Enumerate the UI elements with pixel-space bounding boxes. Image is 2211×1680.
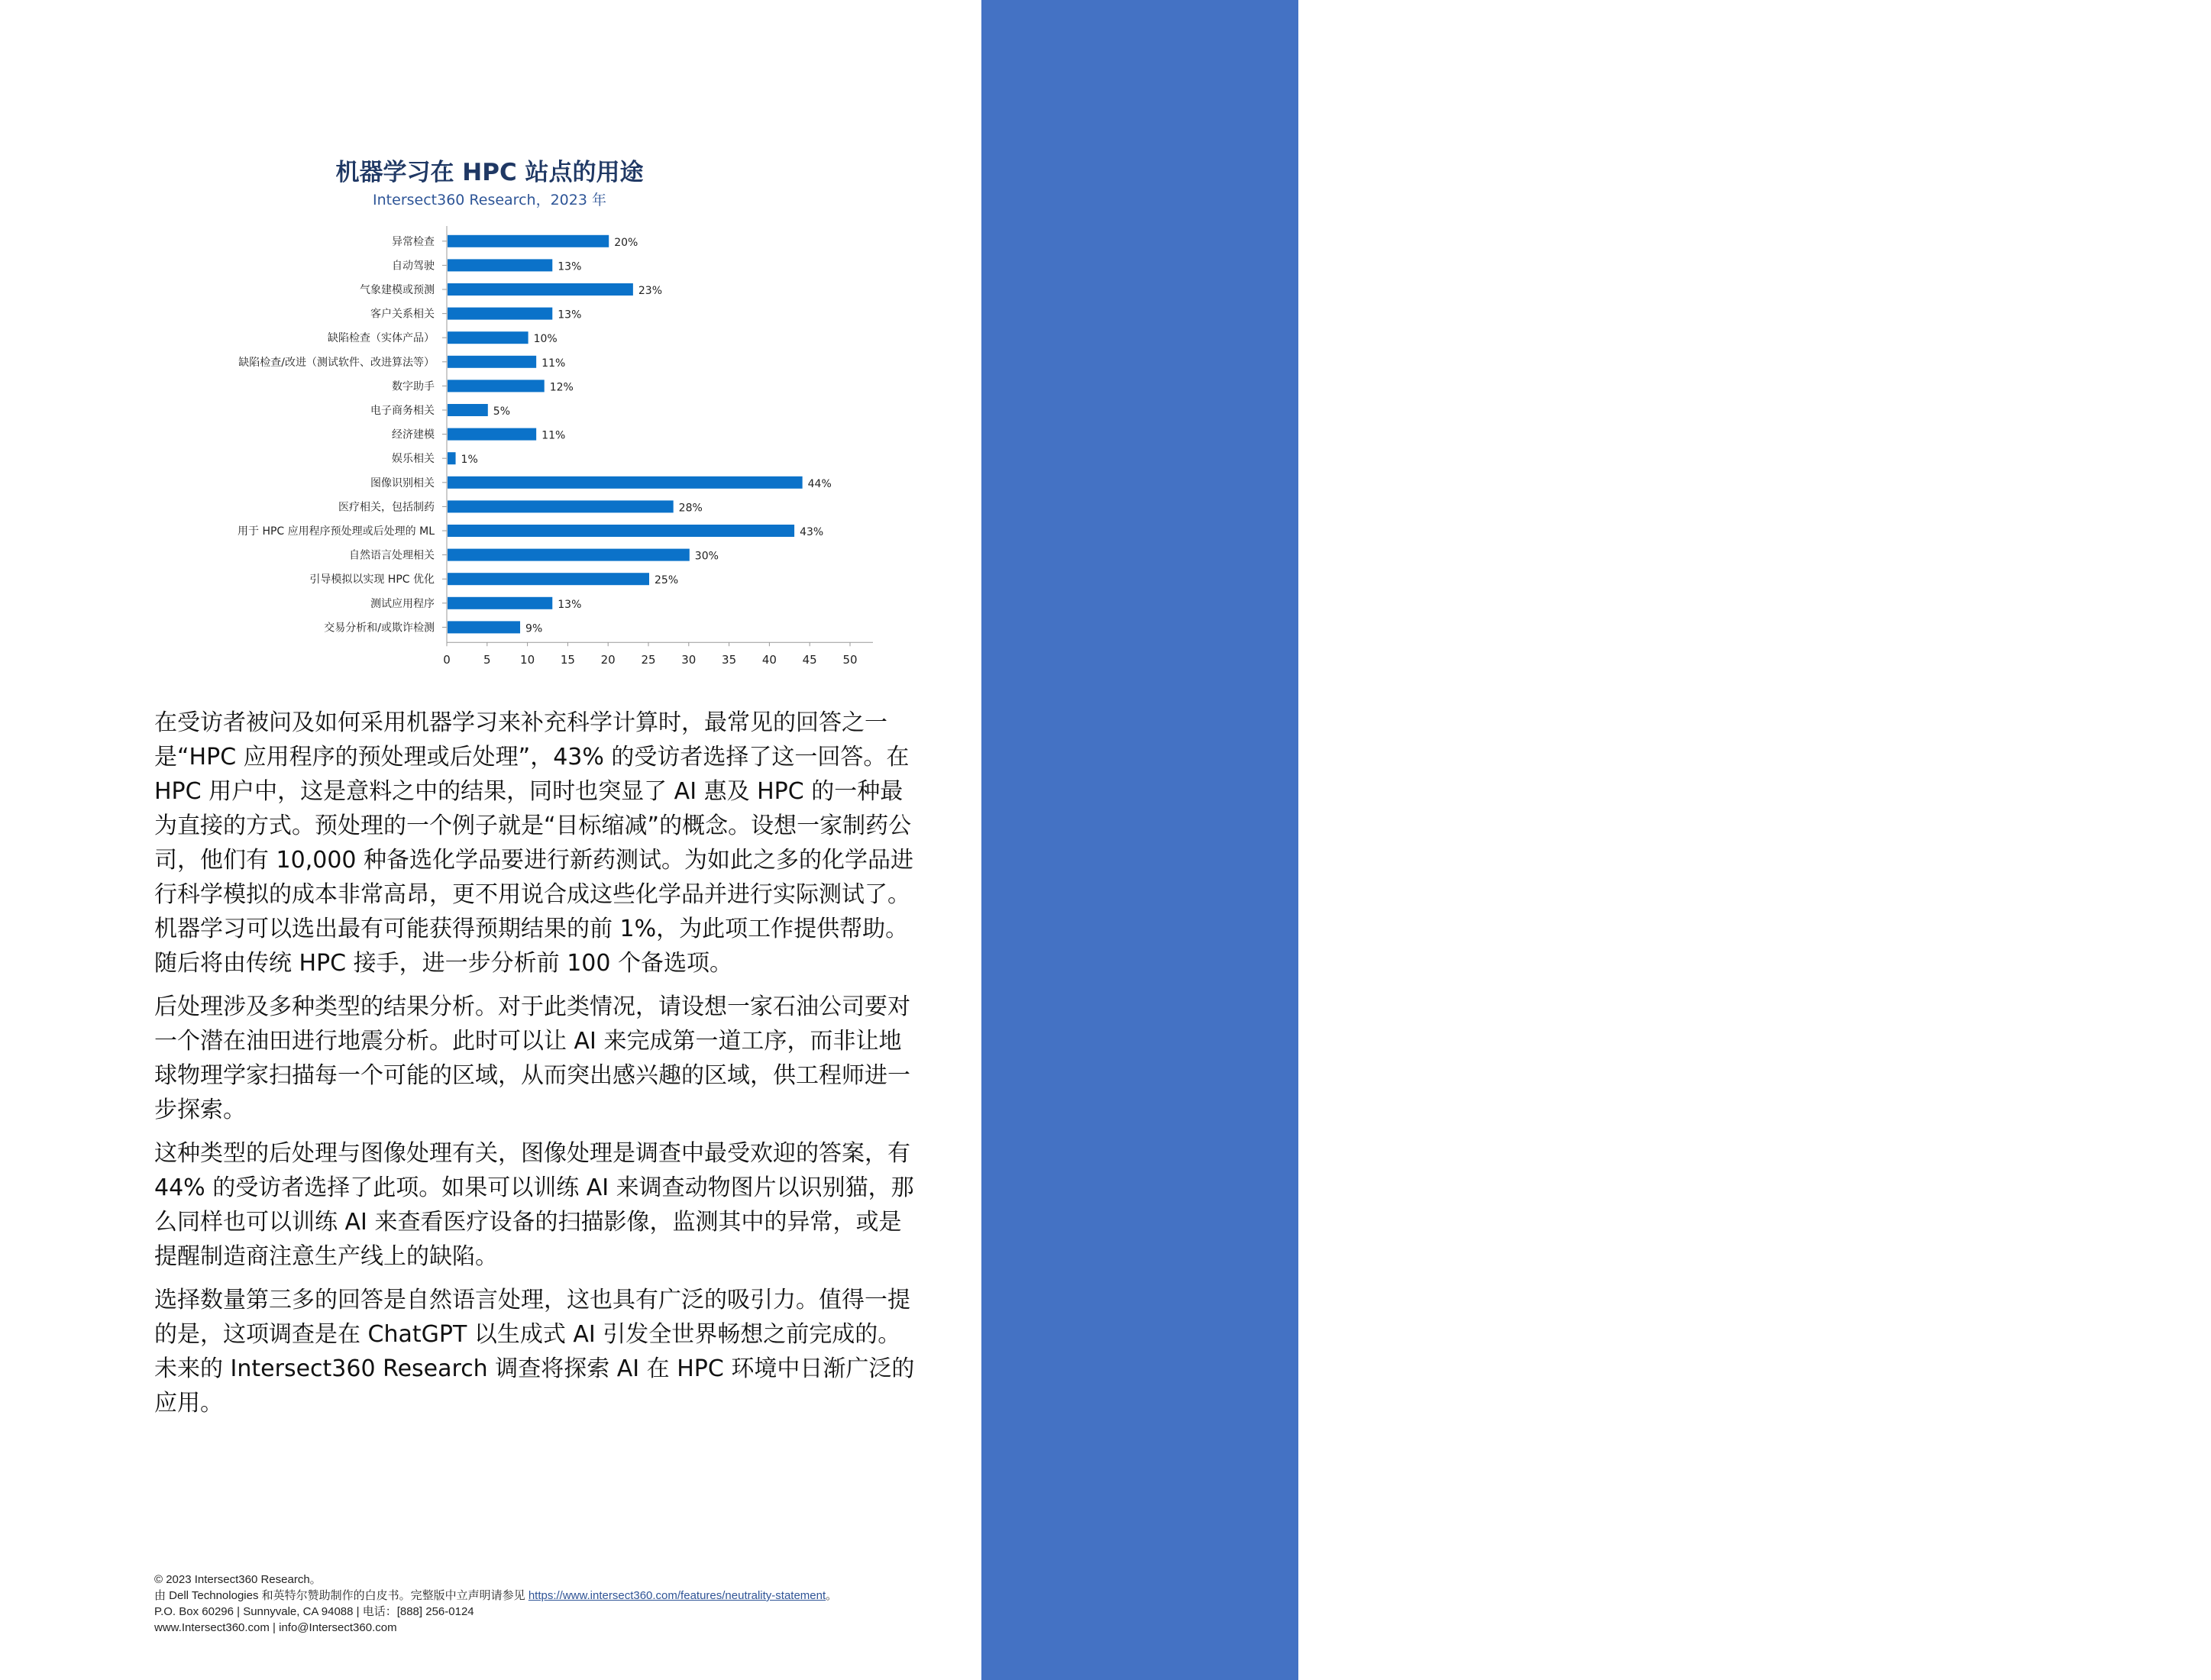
bar <box>448 380 545 392</box>
x-tick-label: 10 <box>520 653 535 667</box>
x-tick-label: 5 <box>483 653 491 667</box>
bar <box>448 452 456 464</box>
body-paragraph-2: 后处理涉及多种类型的结果分析。对于此类情况，请设想一家石油公司要对一个潜在油田进行地震分析。此时可以让 AI 来完成第一道工序，而非让地球物理学家扫描每一个可能的区域，从而突出感兴趣的区域，供工程师进一步探索。 <box>154 993 910 1123</box>
category-label: 引导模拟以实现 HPC 优化 <box>309 573 435 586</box>
bar <box>448 621 520 633</box>
data-label: 10% <box>533 333 558 346</box>
category-label: 异常检查 <box>392 235 435 248</box>
bar <box>448 500 674 512</box>
data-label: 20% <box>614 236 638 249</box>
body-paragraph-1: 在受访者被问及如何采用机器学习来补充科学计算时，最常见的回答之一是“HPC 应用程序的预处理或后处理”，43% 的受访者选择了这一回答。在 HPC 用户中，这是意料之中的结果，同时也突显了 AI 惠及 HPC 的一种最为直接的方式。预处理的一个例子就是“目标缩减”的概念。设想一家制药公司，他们有 10,000 种备选化学品要进行新药测试。为如此之多的化学品进行科学模拟的成本非常高昂，更不用说合成这些化学品并进行实际测试了。机器学习可以选出最有可能获得预期结果的前 1%，为此项工作提供帮助。随后将由传统 HPC 接手，进一步分析前 100 个备选项。 <box>154 709 914 977</box>
data-label: 44% <box>807 477 832 490</box>
footer-sponsor-line <box>154 1588 964 1604</box>
x-tick-label: 0 <box>443 653 451 667</box>
category-label: 用于 HPC 应用程序预处理或后处理的 ML <box>238 525 435 538</box>
category-label: 客户关系相关 <box>370 308 435 321</box>
x-tick-label: 50 <box>842 653 858 667</box>
category-label: 经济建模 <box>392 428 435 441</box>
body-paragraph-3: 这种类型的后处理与图像处理有关，图像处理是调查中最受欢迎的答案，有 44% 的受访者选择了此项。如果可以训练 AI 来调查动物图片以识别猫，那么同样也可以训练 AI 来查看医疗设备的扫描影像，监测其中的异常，或是提醒制造商注意生产线上的缺陷。 <box>154 1140 914 1270</box>
body-text <box>154 706 918 1430</box>
bar <box>448 549 690 561</box>
body-paragraph-4: 选择数量第三多的回答是自然语言处理，这也具有广泛的吸引力。值得一提的是，这项调查是在 ChatGPT 以生成式 AI 引发全世界畅想之前完成的。未来的 Intersect360 Research 调查将探索 AI 在 HPC 环境中日渐广泛的应用。 <box>154 1287 915 1417</box>
data-label: 11% <box>541 357 566 370</box>
bar <box>448 356 536 368</box>
bar <box>448 283 633 296</box>
bar <box>448 235 609 247</box>
data-label: 1% <box>461 454 478 467</box>
category-label: 自动驾驶 <box>392 260 435 273</box>
chart-title: 机器学习在 HPC 站点的用途 <box>335 159 644 186</box>
data-label: 11% <box>541 429 566 442</box>
x-tick-label: 15 <box>560 653 575 667</box>
x-tick-label: 30 <box>681 653 697 667</box>
data-label: 25% <box>655 574 679 587</box>
category-label: 医疗相关，包括制药 <box>338 501 435 514</box>
footer-contact: www.Intersect360.com | info@Intersect360.com <box>154 1621 397 1634</box>
data-label: 9% <box>525 622 543 635</box>
data-label: 23% <box>638 285 663 297</box>
x-tick-label: 25 <box>641 653 656 667</box>
pull-quote: 在大多数 HPC 用户现在采用的双重方法中，HPC 与 AI 之间的共生关系相当明显。目前，超过 80% 的用户都有以 AI（或者具体到机器学习）为中心的计划。 <box>1984 767 2211 1084</box>
footer-sponsor-suffix: 。 <box>826 1589 838 1602</box>
bar <box>448 477 803 489</box>
bar <box>448 597 552 609</box>
footer-sponsor-text: 由 Dell Technologies 和英特尔赞助制作的白皮书。完整版中立声明请参见 <box>154 1589 529 1602</box>
bar <box>448 525 794 537</box>
category-label: 交易分析和/或欺诈检测 <box>324 622 435 635</box>
bar <box>448 404 488 416</box>
data-label: 13% <box>558 598 582 611</box>
bar <box>448 573 649 585</box>
category-label: 缺陷检查/改进（测试软件、改进算法等） <box>238 356 435 369</box>
ml-usage-bar-chart <box>0 221 979 687</box>
data-label: 5% <box>493 405 511 418</box>
category-label: 缺陷检查（实体产品） <box>328 332 435 345</box>
x-tick-label: 40 <box>761 653 777 667</box>
data-label: 30% <box>694 550 719 563</box>
footer-address: P.O. Box 60296 | Sunnyvale, CA 94088 | 电话：[888] 256-0124 <box>154 1605 474 1618</box>
bar <box>448 331 529 344</box>
data-label: 13% <box>558 309 582 321</box>
chart-subtitle: Intersect360 Research，2023 年 <box>373 192 606 208</box>
data-label: 43% <box>800 526 824 538</box>
x-tick-label: 45 <box>802 653 817 667</box>
footer-copyright: © 2023 Intersect360 Research。 <box>154 1573 322 1586</box>
category-label: 测试应用程序 <box>370 597 435 610</box>
x-tick-label: 20 <box>600 653 616 667</box>
neutrality-statement-link[interactable]: https://www.intersect360.com/features/neutrality-statement <box>528 1589 826 1602</box>
category-label: 图像识别相关 <box>370 477 435 489</box>
data-label: 13% <box>558 260 582 273</box>
x-tick-label: 35 <box>722 653 737 667</box>
data-label: 12% <box>549 381 574 394</box>
bar <box>448 259 552 271</box>
bar <box>448 308 552 320</box>
data-label: 28% <box>678 502 703 515</box>
sidebar-panel <box>981 0 2211 1680</box>
footer <box>154 1572 964 1636</box>
category-label: 自然语言处理相关 <box>349 549 435 562</box>
category-label: 娱乐相关 <box>392 453 435 466</box>
category-label: 数字助手 <box>392 380 435 393</box>
bar <box>448 428 536 441</box>
category-label: 气象建模或预测 <box>360 284 435 296</box>
category-label: 电子商务相关 <box>370 405 435 417</box>
